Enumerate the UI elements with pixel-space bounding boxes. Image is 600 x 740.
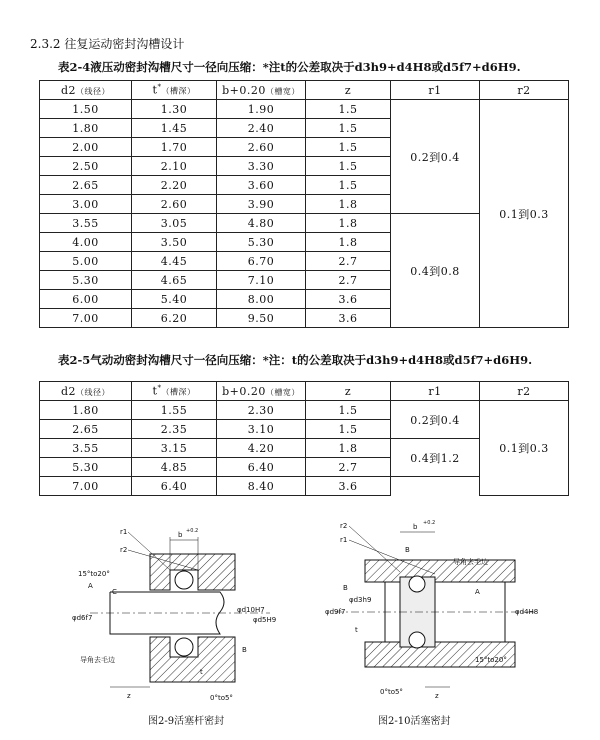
cell: 1.5 bbox=[306, 138, 391, 157]
cell: 3.15 bbox=[132, 439, 217, 458]
cell: 2.30 bbox=[217, 401, 306, 420]
table2 bbox=[39, 381, 569, 496]
section-b-label: B bbox=[405, 546, 410, 554]
cell: 2.7 bbox=[306, 252, 391, 271]
cell: 3.6 bbox=[306, 477, 391, 496]
cell: 2.50 bbox=[40, 157, 132, 176]
table1-header-row bbox=[40, 81, 569, 100]
cell: 6.40 bbox=[217, 458, 306, 477]
cell: 1.5 bbox=[306, 100, 391, 119]
section-bl-label: B bbox=[343, 584, 348, 592]
r2-label: r2 bbox=[120, 546, 128, 554]
t-label: t bbox=[355, 626, 358, 634]
cell: 3.90 bbox=[217, 195, 306, 214]
c-label: C bbox=[112, 588, 117, 596]
table2-header-row bbox=[40, 382, 569, 401]
section-heading: 2.3.2 往复运动密封沟槽设计 bbox=[30, 37, 185, 51]
section-b-label: B bbox=[242, 646, 247, 654]
header-t: t*（槽深） bbox=[132, 81, 217, 100]
dim-b-tol: +0.2 bbox=[186, 528, 199, 534]
cell: 1.5 bbox=[306, 176, 391, 195]
cell: 2.60 bbox=[132, 195, 217, 214]
figure2-caption: 图2-10活塞密封 bbox=[378, 716, 451, 727]
table-row bbox=[40, 100, 569, 119]
cell: 2.7 bbox=[306, 271, 391, 290]
table2-caption: 表2-5气动动密封沟槽尺寸一径向压缩：*注：t的公差取决于d3h9+d4H8或d5f7+d6H9. bbox=[58, 353, 533, 367]
angle1-label: 15°to20° bbox=[475, 656, 507, 664]
cell: 4.45 bbox=[132, 252, 217, 271]
r1-group-cell: 0.4到0.8 bbox=[391, 214, 480, 328]
header-z: z bbox=[306, 81, 391, 100]
r1-group-cell: 0.4到1.2 bbox=[391, 439, 480, 477]
cell: 1.50 bbox=[40, 100, 132, 119]
cell: 1.80 bbox=[40, 401, 132, 420]
section-a-label: A bbox=[475, 588, 480, 596]
d9f7-label: φd9f7 bbox=[325, 608, 346, 616]
cell: 4.80 bbox=[217, 214, 306, 233]
cell: 3.50 bbox=[132, 233, 217, 252]
piston-seal-diagram bbox=[325, 512, 550, 707]
cell: 6.70 bbox=[217, 252, 306, 271]
cylinder-top bbox=[365, 560, 515, 582]
cell: 6.00 bbox=[40, 290, 132, 309]
o-ring-top bbox=[409, 576, 425, 592]
cell: 1.5 bbox=[306, 420, 391, 439]
cell: 3.55 bbox=[40, 214, 132, 233]
cell: 4.00 bbox=[40, 233, 132, 252]
rod-seal-diagram bbox=[70, 512, 295, 707]
cell: 2.65 bbox=[40, 420, 132, 439]
cell: 1.8 bbox=[306, 195, 391, 214]
cell: 2.00 bbox=[40, 138, 132, 157]
cell: 6.20 bbox=[132, 309, 217, 328]
o-ring-bottom bbox=[175, 638, 193, 656]
cell: 3.10 bbox=[217, 420, 306, 439]
header-r1: r1 bbox=[391, 81, 480, 100]
cell: 7.00 bbox=[40, 309, 132, 328]
cell: 7.00 bbox=[40, 477, 132, 496]
cell: 3.05 bbox=[132, 214, 217, 233]
cell: 2.65 bbox=[40, 176, 132, 195]
r1-label: r1 bbox=[340, 536, 348, 544]
r1-label: r1 bbox=[120, 528, 128, 536]
cell: 2.7 bbox=[306, 458, 391, 477]
cell: 1.5 bbox=[306, 157, 391, 176]
cell: 7.10 bbox=[217, 271, 306, 290]
cell: 1.45 bbox=[132, 119, 217, 138]
cell: 1.30 bbox=[132, 100, 217, 119]
header-r1: r1 bbox=[391, 382, 480, 401]
cell: 3.6 bbox=[306, 309, 391, 328]
angle1-label: 15°to20° bbox=[78, 570, 110, 578]
cell: 4.65 bbox=[132, 271, 217, 290]
cell: 2.60 bbox=[217, 138, 306, 157]
cell: 2.10 bbox=[132, 157, 217, 176]
table-row bbox=[40, 401, 569, 420]
cell: 5.40 bbox=[132, 290, 217, 309]
cell: 1.8 bbox=[306, 439, 391, 458]
cell: 5.30 bbox=[217, 233, 306, 252]
cell: 1.8 bbox=[306, 233, 391, 252]
cell: 1.5 bbox=[306, 119, 391, 138]
header-b: b+0.20（槽宽） bbox=[217, 81, 306, 100]
chamfer-label: 导角去毛边 bbox=[453, 558, 488, 566]
table1 bbox=[39, 80, 569, 328]
z-label: z bbox=[127, 692, 131, 700]
o-ring-top bbox=[175, 571, 193, 589]
header-d2: d2（线径） bbox=[40, 382, 132, 401]
cell: 2.40 bbox=[217, 119, 306, 138]
cell: 5.30 bbox=[40, 271, 132, 290]
r1-group-cell: 0.2到0.4 bbox=[391, 401, 480, 439]
t-label: t bbox=[200, 668, 203, 676]
cell: 3.6 bbox=[306, 290, 391, 309]
cell: 8.40 bbox=[217, 477, 306, 496]
cell: 6.40 bbox=[132, 477, 217, 496]
cell: 3.30 bbox=[217, 157, 306, 176]
header-d2: d2（线径） bbox=[40, 81, 132, 100]
cell: 2.35 bbox=[132, 420, 217, 439]
cell: 1.80 bbox=[40, 119, 132, 138]
cell: 4.85 bbox=[132, 458, 217, 477]
cell: 1.5 bbox=[306, 401, 391, 420]
header-r2: r2 bbox=[480, 81, 569, 100]
housing-top bbox=[150, 554, 235, 590]
cell: 3.60 bbox=[217, 176, 306, 195]
r2-cell: 0.1到0.3 bbox=[480, 401, 569, 496]
d10h7-label: φd10H7 bbox=[237, 606, 265, 614]
cell: 3.00 bbox=[40, 195, 132, 214]
cell: 5.00 bbox=[40, 252, 132, 271]
r1-group-cell: 0.2到0.4 bbox=[391, 100, 480, 214]
header-t: t*（槽深） bbox=[132, 382, 217, 401]
table1-caption: 表2-4液压动密封沟槽尺寸一径向压缩：*注t的公差取决于d3h9+d4H8或d5f7+d6H9. bbox=[58, 60, 521, 74]
cell: 3.55 bbox=[40, 439, 132, 458]
d3h9-label: φd3h9 bbox=[349, 596, 372, 604]
d5h9-label: φd5H9 bbox=[253, 616, 277, 624]
cell: 5.30 bbox=[40, 458, 132, 477]
header-z: z bbox=[306, 382, 391, 401]
angle2-label: 0°to5° bbox=[210, 694, 233, 702]
cell: 2.20 bbox=[132, 176, 217, 195]
cell: 9.50 bbox=[217, 309, 306, 328]
cell: 1.8 bbox=[306, 214, 391, 233]
d6f7-label: φd6f7 bbox=[72, 614, 93, 622]
cell: 1.70 bbox=[132, 138, 217, 157]
angle2-label: 0°to5° bbox=[380, 688, 403, 696]
d4h8-label: φd4H8 bbox=[515, 608, 539, 616]
r2-cell: 0.1到0.3 bbox=[480, 100, 569, 328]
dim-b-label: b bbox=[178, 531, 183, 539]
cell: 1.90 bbox=[217, 100, 306, 119]
r2-label: r2 bbox=[340, 522, 348, 530]
cell: 1.55 bbox=[132, 401, 217, 420]
dim-b-tol: +0.2 bbox=[423, 520, 436, 526]
cell: 4.20 bbox=[217, 439, 306, 458]
cell: 8.00 bbox=[217, 290, 306, 309]
header-b: b+0.20（槽宽） bbox=[217, 382, 306, 401]
header-r2: r2 bbox=[480, 382, 569, 401]
chamfer-label: 导角去毛边 bbox=[80, 656, 115, 664]
z-label: z bbox=[435, 692, 439, 700]
section-a-label: A bbox=[88, 582, 93, 590]
dim-b-label: b bbox=[413, 523, 418, 531]
o-ring-bottom bbox=[409, 632, 425, 648]
figure1-caption: 图2-9活塞杆密封 bbox=[148, 716, 225, 727]
